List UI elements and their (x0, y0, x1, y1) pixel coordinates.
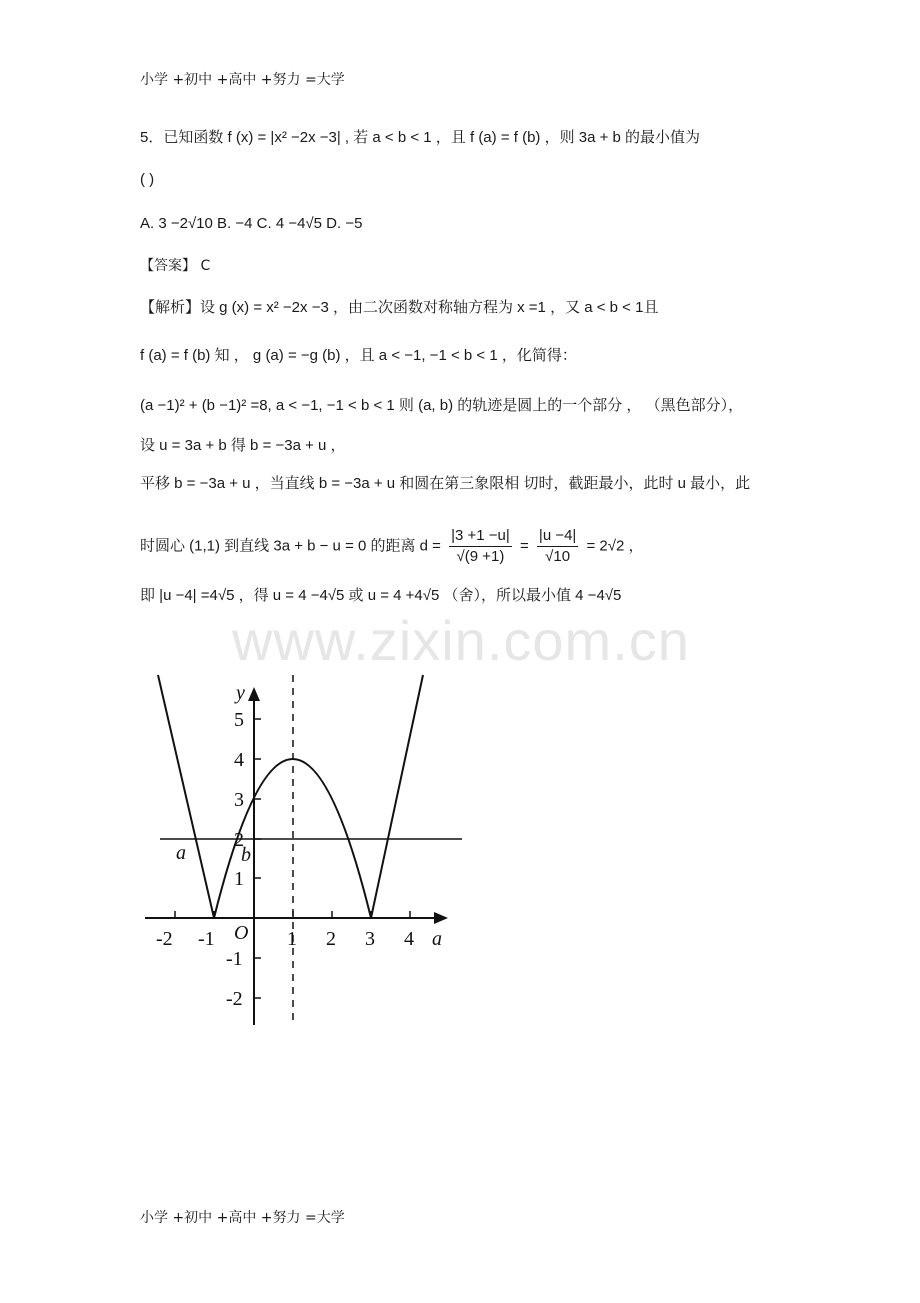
y-tick-label: 2 (234, 829, 244, 851)
y-axis-arrow (248, 687, 260, 701)
curve-right-branch (371, 675, 423, 918)
x-axis-arrow (434, 912, 448, 924)
x-tick-label: -1 (198, 928, 215, 950)
answer-parentheses: ( ) (140, 171, 155, 188)
question-stem: 5．已知函数 f (x) = |x² −2x −3| , 若 a < b < 1 ，且 f (a) = f (b) ，则 3a + b 的最小值为 (140, 129, 701, 146)
analysis-line-1: 【解析】设 g (x) = x² −2x −3 ，由二次函数对称轴方程为 x =1 ，又 a < b < 1且 (140, 299, 659, 316)
y-axis-label: y (236, 682, 245, 704)
analysis-line-5: 平移 b = −3a + u ，当直线 b = −3a + u 和圆在第三象限相 切时，截距最小，此时 u 最小，此 (140, 475, 751, 492)
answer-line: 【答案】 C (140, 258, 211, 274)
y-tick-label: -1 (226, 948, 243, 970)
x-tick-label: 2 (326, 928, 336, 950)
x-axis-label: a (432, 928, 442, 950)
y-tick-label: 5 (234, 709, 244, 731)
fraction-1-denominator: √(9 +1) (456, 548, 505, 565)
x-tick-label: 3 (365, 928, 375, 950)
answer-options: A. 3 −2√10 B. −4 C. 4 −4√5 D. −5 (140, 215, 363, 232)
origin-label: O (234, 922, 249, 944)
fraction-1-numerator: |3 +1 −u| (449, 526, 512, 547)
analysis-line-7: 即 |u −4| =4√5 ，得 u = 4 −4√5 或 u = 4 +4√5 （舍），所以最小值 4 −4√5 (140, 587, 622, 604)
curve-left-branch (158, 675, 214, 918)
x-tick-label: 1 (287, 928, 297, 950)
point-a-label: a (176, 842, 186, 864)
page-header: 小学 +初中 +高中 +努力 =大学 (140, 72, 345, 88)
analysis-line-6 (140, 526, 644, 567)
analysis-line-4: 设 u = 3a + b 得 b = −3a + u ， (140, 437, 346, 454)
fraction-2 (537, 526, 578, 567)
page-footer: 小学 +初中 +高中 +努力 =大学 (140, 1210, 345, 1226)
distance-result: = 2√2 ， (586, 537, 644, 555)
fraction-1 (449, 526, 512, 567)
fraction-2-denominator: √10 (545, 548, 571, 565)
y-tick-label: -2 (226, 988, 243, 1010)
watermark: www.zixin.com.cn (232, 609, 690, 672)
fraction-equals: = (519, 537, 529, 555)
y-tick-label: 3 (234, 789, 244, 811)
fraction-2-numerator: |u −4| (537, 526, 578, 547)
y-tick-label: 1 (234, 868, 244, 890)
y-tick-label: 4 (234, 749, 244, 771)
x-tick-label: 4 (404, 928, 414, 950)
distance-text: 时圆心 (1,1) 到直线 3a + b − u = 0 的距离 d = (140, 537, 441, 555)
x-tick-label: -2 (156, 928, 173, 950)
function-graph (140, 665, 470, 1030)
analysis-line-3: (a −1)² + (b −1)² =8, a < −1, −1 < b < 1 则 (a, b) 的轨迹是圆上的一个部分 ， （黑色部分）， (140, 397, 744, 414)
point-b-label: b (241, 844, 251, 866)
analysis-line-2: f (a) = f (b) 知 ， g (a) = −g (b) ，且 a < −1, −1 < b < 1 ，化简得： (140, 347, 577, 364)
